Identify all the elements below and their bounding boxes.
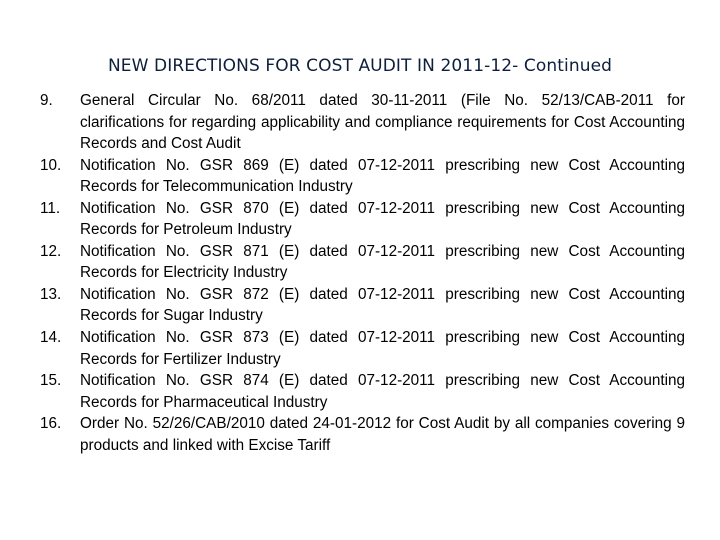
item-number: 15. bbox=[40, 372, 62, 390]
list-item bbox=[40, 198, 685, 241]
item-text: Order No. 52/26/CAB/2010 dated 24-01-2012 for Cost Audit by all companies covering 9 products and linked with Excise Tariff bbox=[80, 415, 685, 454]
item-text: Notification No. GSR 869 (E) dated 07-12-2011 prescribing new Cost Accounting Records for Telecommunication Industry bbox=[80, 156, 685, 196]
item-number: 16. bbox=[40, 415, 62, 433]
item-number: 10. bbox=[40, 156, 62, 174]
item-text: Notification No. GSR 872 (E) dated 07-12-2011 prescribing new Cost Accounting Records for Sugar Industry bbox=[80, 285, 685, 325]
list-item bbox=[40, 241, 685, 284]
list-item bbox=[40, 370, 685, 413]
item-number: 12. bbox=[40, 242, 62, 260]
item-number: 9. bbox=[40, 92, 53, 109]
list-item bbox=[40, 284, 685, 327]
item-number: 13. bbox=[40, 285, 62, 303]
item-text: Notification No. GSR 874 (E) dated 07-12-2011 prescribing new Cost Accounting Records for Pharmaceutical Industry bbox=[80, 372, 685, 411]
item-number: 11. bbox=[40, 199, 61, 217]
slide-title: NEW DIRECTIONS FOR COST AUDIT IN 2011-12- Continued bbox=[107, 56, 613, 76]
list-item bbox=[40, 413, 685, 456]
item-text: General Circular No. 68/2011 dated 30-11-2011 (File No. 52/13/CAB-2011 for clarifications for regarding applicability and compliance requirements for Cost Accounting Records and Cost Audit bbox=[80, 92, 685, 153]
item-text: Notification No. GSR 873 (E) dated 07-12-2011 prescribing new Cost Accounting Records for Fertilizer Industry bbox=[80, 329, 685, 368]
directions-list bbox=[40, 90, 685, 456]
list-item bbox=[40, 327, 685, 370]
list-item bbox=[40, 155, 685, 198]
item-text: Notification No. GSR 870 (E) dated 07-12-2011 prescribing new Cost Accounting Records for Petroleum Industry bbox=[80, 199, 685, 239]
list-item bbox=[40, 90, 685, 155]
item-number: 14. bbox=[40, 329, 62, 347]
item-text: Notification No. GSR 871 (E) dated 07-12-2011 prescribing new Cost Accounting Records for Electricity Industry bbox=[80, 242, 685, 282]
